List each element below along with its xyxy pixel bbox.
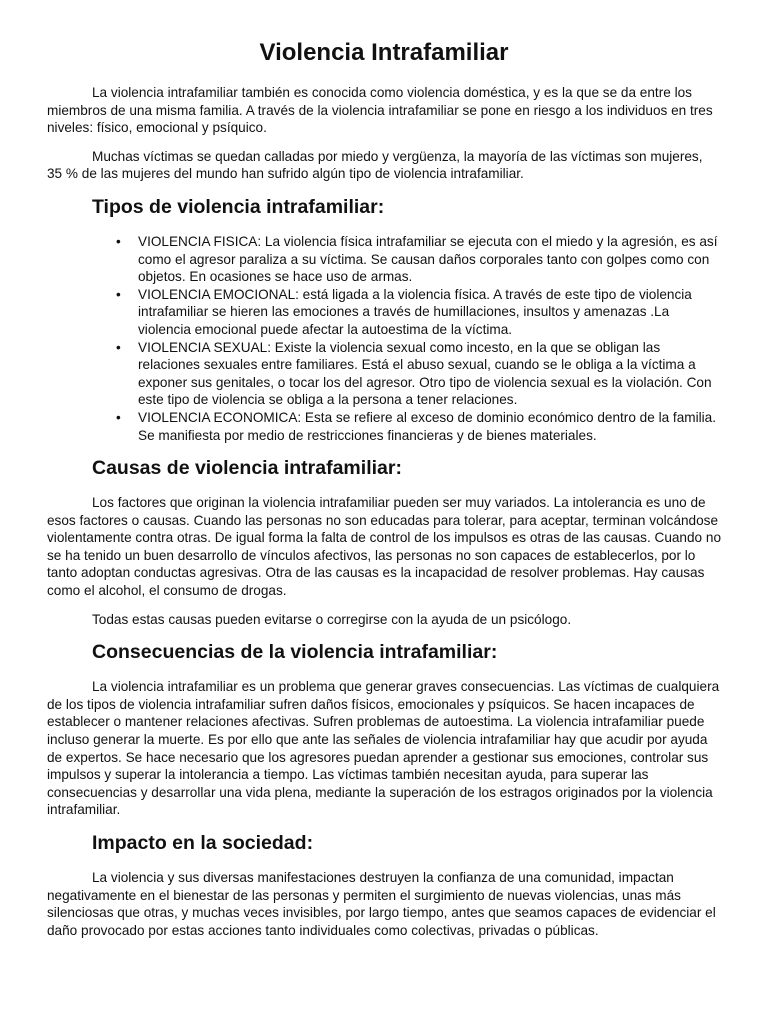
section-heading-causas: Causas de violencia intrafamiliar: xyxy=(92,457,402,480)
section-heading-consecuencias: Consecuencias de la violencia intrafamiliar: xyxy=(92,641,498,664)
causas-paragraph: Los factores que originan la violencia intrafamiliar pueden ser muy variados. La intolerancia es uno de esos factores o causas. Cuando las personas no son educadas para tolerar, para aceptar, terminan volcándose violentamente contra otras. De igual forma la falta de control de los impulsos es otras de las causas. Cuando no se ha tenido un buen desarrollo de vínculos afectivos, las personas no son capaces de establecerlos, por lo tanto adoptan conductas agresivas. Otra de las causas es la incapacidad de resolver problemas. Hay causas como el alcohol, el consumo de drogas. xyxy=(47,495,722,599)
document-title: Violencia Intrafamiliar xyxy=(259,39,509,66)
list-item xyxy=(116,233,721,286)
bullet-icon: • xyxy=(116,409,121,425)
intro-paragraph: La violencia intrafamiliar también es conocida como violencia doméstica, y es la que se da entre los miembros de una misma familia. A través de la violencia intrafamiliar se pone en riesgo a los individuos en tres niveles: físico, emocional y psíquico. xyxy=(47,85,713,136)
list-item-text: VIOLENCIA EMOCIONAL: está ligada a la violencia física. A través de este tipo de violencia intrafamiliar se hieren las emociones a través de humillaciones, insultos y amenazas .La violencia emocional puede afectar la autoestima de la víctima. xyxy=(138,286,692,337)
bullet-icon: • xyxy=(116,233,121,249)
section-heading-impacto: Impacto en la sociedad: xyxy=(92,832,314,854)
list-item xyxy=(116,409,721,444)
causas-paragraph: Todas estas causas pueden evitarse o corregirse con la ayuda de un psicólogo. xyxy=(92,611,572,627)
consecuencias-paragraph: La violencia intrafamiliar es un problema que generar graves consecuencias. Las víctimas de cualquiera de los tipos de violencia intrafamiliar sufren daños físicos, emocionales y psíquicos. Se hacen incapaces de establecer o mantener relaciones afectivas. Sufren problemas de autoestima. La violencia intrafamiliar puede incluso generar la muerte. Es por ello que ante las señales de violencia intrafamiliar hay que acudir por ayuda de expertos. Se hace necesario que los agresores puedan aprender a gestionar sus emociones, controlar sus impulsos y superar la intolerancia a tiempo. Las víctimas también necesitan ayuda, para superar las consecuencias y desarrollar una vida plena, mediante la superación de los estragos originados por la violencia intrafamiliar. xyxy=(47,679,720,818)
list-item-text: VIOLENCIA ECONOMICA: Esta se refiere al exceso de dominio económico dentro de la familia. Se manifiesta por medio de restricciones financieras y de bienes materiales. xyxy=(138,409,716,443)
list-item-text: VIOLENCIA SEXUAL: Existe la violencia sexual como incesto, en la que se obligan las relaciones sexuales entre familiares. Está el abuso sexual, cuando se le obliga a la víctima a exponer sus genitales, o tocar los del agresor. Otro tipo de violencia sexual es la violación. Con este tipo de violencia se obliga a la persona a tener relaciones. xyxy=(138,339,712,408)
list-item xyxy=(116,286,721,339)
section-heading-tipos: Tipos de violencia intrafamiliar: xyxy=(92,195,385,218)
list-item xyxy=(116,339,721,409)
bullet-icon: • xyxy=(116,339,121,355)
impacto-paragraph: La violencia y sus diversas manifestaciones destruyen la confianza de una comunidad, impactan negativamente en el bienestar de las personas y permiten el surgimiento de nuevas violencias, unas más silenciosas que otras, y muchas veces invisibles, por largo tiempo, antes que seamos capaces de evidenciar el daño provocado por estas acciones tanto individuales como colectivas, privadas o públicas. xyxy=(47,870,716,938)
tipos-list xyxy=(47,233,721,444)
list-item-text: VIOLENCIA FISICA: La violencia física intrafamiliar se ejecuta con el miedo y la agresión, es así como el agresor paraliza a su víctima. Se causan daños corporales tanto con golpes como con objetos. En ocasiones se hace uso de armas. xyxy=(138,233,718,285)
bullet-icon: • xyxy=(116,286,121,302)
intro-paragraph: Muchas víctimas se quedan calladas por miedo y vergüenza, la mayoría de las víctimas son mujeres, 35 % de las mujeres del mundo han sufrido algún tipo de violencia intrafamiliar. xyxy=(47,148,703,182)
